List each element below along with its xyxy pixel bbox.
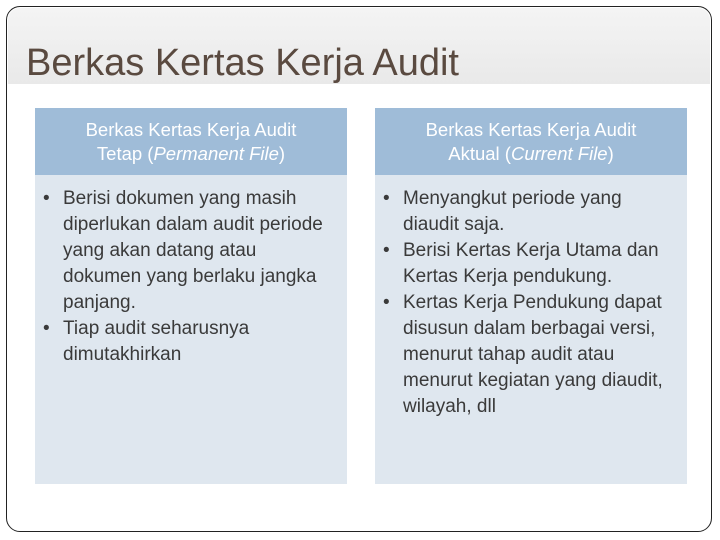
header-text-italic: Current File bbox=[510, 142, 608, 164]
column-permanent-file bbox=[35, 108, 347, 484]
header-text-italic: Permanent File bbox=[153, 142, 279, 164]
list-item: • Tiap audit seharusnya dimutakhirkan bbox=[39, 316, 337, 368]
header-line-1: Berkas Kertas Kerja Audit bbox=[85, 118, 297, 140]
bullet-list bbox=[39, 186, 337, 368]
header-line-2 bbox=[448, 142, 614, 166]
column-header bbox=[375, 108, 687, 175]
header-line-2 bbox=[97, 142, 285, 166]
list-item: • Kertas Kerja Pendukung dapat disusun dalam berbagai versi, menurut tahap audit atau menurut kegiatan yang diaudit, wilayah, dll bbox=[379, 290, 677, 420]
column-body bbox=[35, 175, 347, 484]
header-text-plain: Aktual ( bbox=[448, 142, 511, 164]
bullet-list bbox=[379, 186, 677, 420]
header-text-end: ) bbox=[278, 142, 286, 164]
list-item: • Berisi Kertas Kerja Utama dan Kertas Kerja pendukung. bbox=[379, 238, 677, 290]
column-body bbox=[375, 175, 687, 484]
column-current-file bbox=[375, 108, 687, 484]
list-item: • Menyangkut periode yang diaudit saja. bbox=[379, 186, 677, 238]
header-line-1: Berkas Kertas Kerja Audit bbox=[425, 118, 637, 140]
title-area bbox=[8, 8, 710, 84]
header-text-end: ) bbox=[607, 142, 614, 164]
header-text-plain: Tetap ( bbox=[96, 142, 154, 164]
column-header bbox=[35, 108, 347, 175]
list-item: • Berisi dokumen yang masih diperlukan dalam audit periode yang akan datang atau dokumen yang berlaku jangka panjang. bbox=[39, 186, 337, 316]
slide-title: Berkas Kertas Kerja Audit bbox=[26, 42, 459, 84]
